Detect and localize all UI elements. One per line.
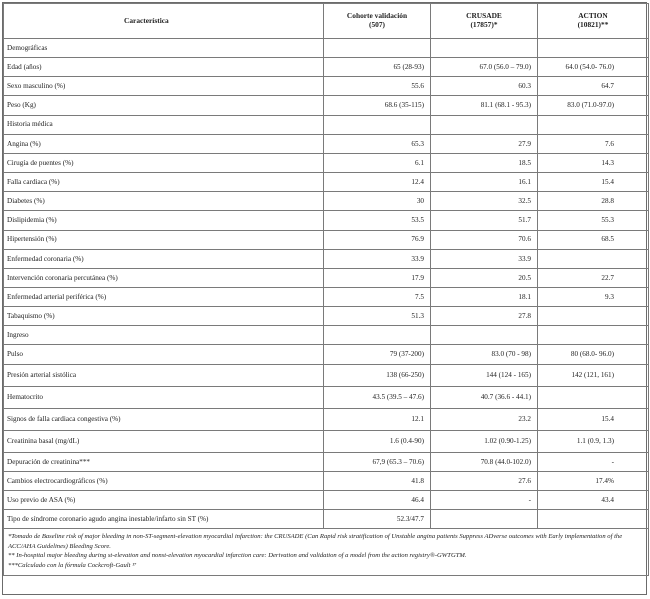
- row-label: Tabaquismo (%): [4, 307, 324, 326]
- value-action: 9.3: [538, 288, 649, 307]
- value-validation-cohort: 67,9 (65.3 – 70.6): [324, 452, 431, 471]
- value-validation-cohort: 53.5: [324, 211, 431, 230]
- section-empty-cell: [538, 326, 649, 345]
- section-header-row: [4, 326, 649, 345]
- value-crusade: 51.7: [431, 211, 538, 230]
- table-row: [4, 345, 649, 364]
- value-crusade: 1.02 (0.90-1.25): [431, 430, 538, 452]
- footnote-cockcroft-gault: ***Calculado con la fórmula Cockcroft-Gault ¹⁷: [8, 562, 137, 570]
- value-validation-cohort: 17.9: [324, 268, 431, 287]
- table-row: [4, 491, 649, 510]
- value-action: [538, 386, 649, 408]
- row-label: Signos de falla cardiaca congestiva (%): [4, 408, 324, 430]
- row-label: Uso previo de ASA (%): [4, 491, 324, 510]
- footnotes: [4, 529, 649, 575]
- row-label: Angina (%): [4, 134, 324, 153]
- value-crusade: 32.5: [431, 192, 538, 211]
- table-row: [4, 364, 649, 386]
- value-crusade: 70.6: [431, 230, 538, 249]
- value-action: 14.3: [538, 153, 649, 172]
- section-empty-cell: [538, 115, 649, 134]
- value-validation-cohort: 41.8: [324, 471, 431, 490]
- value-action: 22.7: [538, 268, 649, 287]
- value-action: 55.3: [538, 211, 649, 230]
- value-action: 17.4%: [538, 471, 649, 490]
- row-label: Pulso: [4, 345, 324, 364]
- row-label: Hipertensión (%): [4, 230, 324, 249]
- value-validation-cohort: 55.6: [324, 77, 431, 96]
- value-crusade: 23.2: [431, 408, 538, 430]
- section-empty-cell: [324, 115, 431, 134]
- value-validation-cohort: 12.4: [324, 172, 431, 191]
- row-label: Peso (Kg): [4, 96, 324, 115]
- table-row: [4, 268, 649, 287]
- section-empty-cell: [538, 39, 649, 58]
- value-validation-cohort: 65 (28-93): [324, 58, 431, 77]
- section-empty-cell: [324, 326, 431, 345]
- value-validation-cohort: 65.3: [324, 134, 431, 153]
- value-validation-cohort: 138 (66-250): [324, 364, 431, 386]
- value-validation-cohort: 52.3/47.7: [324, 510, 431, 529]
- value-action: 64.7: [538, 77, 649, 96]
- value-validation-cohort: 12.1: [324, 408, 431, 430]
- value-action: 15.4: [538, 408, 649, 430]
- section-empty-cell: [431, 326, 538, 345]
- value-validation-cohort: 7.5: [324, 288, 431, 307]
- value-validation-cohort: 68.6 (35-115): [324, 96, 431, 115]
- value-action: 28.8: [538, 192, 649, 211]
- value-action: 142 (121, 161): [538, 364, 649, 386]
- table-row: [4, 153, 649, 172]
- value-action: 43.4: [538, 491, 649, 510]
- value-validation-cohort: 51.3: [324, 307, 431, 326]
- value-crusade: [431, 510, 538, 529]
- value-action: [538, 510, 649, 529]
- row-label: Falla cardiaca (%): [4, 172, 324, 191]
- row-label: Depuración de creatinina***: [4, 452, 324, 471]
- value-crusade: 20.5: [431, 268, 538, 287]
- value-crusade: 81.1 (68.1 - 95.3): [431, 96, 538, 115]
- value-crusade: 27.6: [431, 471, 538, 490]
- value-crusade: 27.9: [431, 134, 538, 153]
- value-crusade: 18.5: [431, 153, 538, 172]
- section-header-row: [4, 115, 649, 134]
- clinical-characteristics-table-container: [2, 2, 647, 595]
- value-crusade: 33.9: [431, 249, 538, 268]
- value-action: 68.5: [538, 230, 649, 249]
- table-row: [4, 510, 649, 529]
- value-action: 83.0 (71.0-97.0): [538, 96, 649, 115]
- header-crusade: CRUSADE (17857)*: [431, 4, 538, 39]
- footnotes-row: [4, 529, 649, 575]
- table-row: [4, 77, 649, 96]
- value-crusade: 40.7 (36.6 - 44.1): [431, 386, 538, 408]
- table-row: [4, 58, 649, 77]
- row-label: Enfermedad coronaria (%): [4, 249, 324, 268]
- table-row: [4, 211, 649, 230]
- value-action: [538, 307, 649, 326]
- header-validation-cohort: Cohorte validación (507): [324, 4, 431, 39]
- value-action: 64.0 (54.0- 76.0): [538, 58, 649, 77]
- value-validation-cohort: 79 (37-200): [324, 345, 431, 364]
- row-label: Diabetes (%): [4, 192, 324, 211]
- value-crusade: -: [431, 491, 538, 510]
- section-header-row: [4, 39, 649, 58]
- value-crusade: 60.3: [431, 77, 538, 96]
- value-validation-cohort: 76.9: [324, 230, 431, 249]
- table-header-row: [4, 4, 649, 39]
- table-row: [4, 172, 649, 191]
- row-label: Sexo masculino (%): [4, 77, 324, 96]
- value-crusade: 144 (124 - 165): [431, 364, 538, 386]
- section-empty-cell: [324, 39, 431, 58]
- section-title: Demográficas: [4, 39, 324, 58]
- value-crusade: 67.0 (56.0 – 79.0): [431, 58, 538, 77]
- table-row: [4, 430, 649, 452]
- row-label: Enfermedad arterial periférica (%): [4, 288, 324, 307]
- table-row: [4, 307, 649, 326]
- table-row: [4, 288, 649, 307]
- value-crusade: 16.1: [431, 172, 538, 191]
- footnote-action: ** In-hospital major bleeding during st-elevation and nonst-elevation myocardial infarction care: Derivation and validation of a model from the action registry®-GWTGTM.: [8, 552, 467, 560]
- value-crusade: 83.0 (70 - 98): [431, 345, 538, 364]
- characteristics-table: [3, 3, 649, 576]
- table-row: [4, 452, 649, 471]
- table-row: [4, 230, 649, 249]
- row-label: Cambios electrocardiográficos (%): [4, 471, 324, 490]
- header-characteristic: Característica: [4, 4, 324, 39]
- value-validation-cohort: 30: [324, 192, 431, 211]
- value-action: 1.1 (0.9, 1.3): [538, 430, 649, 452]
- header-action: ACTION (10821)**: [538, 4, 649, 39]
- value-action: -: [538, 452, 649, 471]
- value-validation-cohort: 43.5 (39.5 – 47.6): [324, 386, 431, 408]
- row-label: Tipo de síndrome coronario agudo angina inestable/infarto sin ST (%): [4, 510, 324, 529]
- value-validation-cohort: 1.6 (0.4-90): [324, 430, 431, 452]
- table-row: [4, 408, 649, 430]
- value-crusade: 18.1: [431, 288, 538, 307]
- table-row: [4, 192, 649, 211]
- section-title: Ingreso: [4, 326, 324, 345]
- table-row: [4, 96, 649, 115]
- footnote-crusade: *Tomado de Baseline risk of major bleeding in non-ST-segment-elevation myocardial infarction: the CRUSADE (Can Rapid risk stratification of Unstable angina patients Suppress ADverse outcomes with Early implementation of the ACC/AHA Guidelines) Bleeding Score.: [8, 533, 623, 550]
- table-row: [4, 386, 649, 408]
- row-label: Intervención coronaria percutánea (%): [4, 268, 324, 287]
- value-action: 7.6: [538, 134, 649, 153]
- row-label: Edad (años): [4, 58, 324, 77]
- value-action: 80 (68.0- 96.0): [538, 345, 649, 364]
- table-body: [4, 39, 649, 529]
- row-label: Creatinina basal (mg/dL): [4, 430, 324, 452]
- row-label: Dislipidemia (%): [4, 211, 324, 230]
- value-action: 15.4: [538, 172, 649, 191]
- value-validation-cohort: 46.4: [324, 491, 431, 510]
- value-validation-cohort: 6.1: [324, 153, 431, 172]
- table-row: [4, 471, 649, 490]
- value-action: [538, 249, 649, 268]
- value-crusade: 70.8 (44.0-102.0): [431, 452, 538, 471]
- table-row: [4, 249, 649, 268]
- table-row: [4, 134, 649, 153]
- row-label: Hematocrito: [4, 386, 324, 408]
- section-empty-cell: [431, 115, 538, 134]
- value-crusade: 27.8: [431, 307, 538, 326]
- section-title: Historia médica: [4, 115, 324, 134]
- value-validation-cohort: 33.9: [324, 249, 431, 268]
- section-empty-cell: [431, 39, 538, 58]
- row-label: Cirugía de puentes (%): [4, 153, 324, 172]
- row-label: Presión arterial sistólica: [4, 364, 324, 386]
